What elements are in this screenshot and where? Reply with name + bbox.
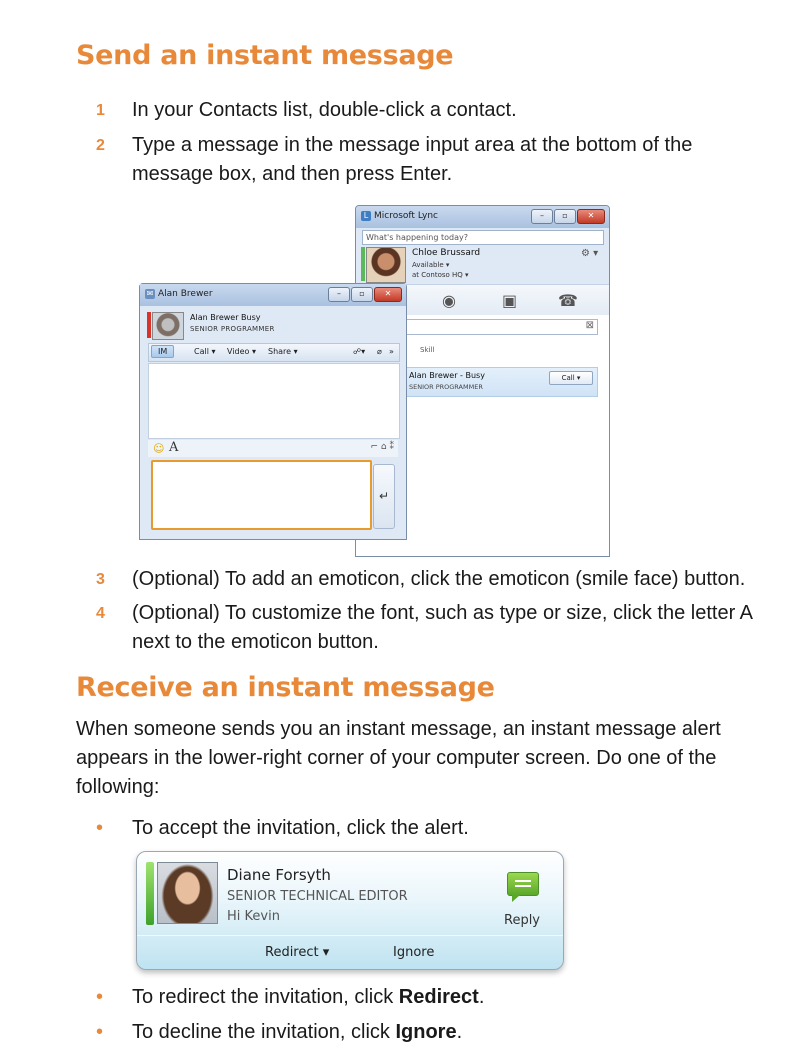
conversation-history bbox=[148, 363, 400, 439]
step-text: Type a message in the message input area at the bottom of the message box, and then press Enter. bbox=[132, 134, 693, 185]
conversation-toolbar bbox=[148, 343, 400, 362]
divider bbox=[137, 935, 563, 936]
step-number: 4 bbox=[96, 605, 105, 622]
lync-app-icon: L bbox=[361, 211, 371, 221]
im-alert[interactable] bbox=[136, 851, 564, 970]
minimize-icon[interactable]: – bbox=[531, 209, 553, 224]
bullet-dot: • bbox=[96, 1021, 104, 1043]
close-icon[interactable]: ✕ bbox=[374, 287, 402, 302]
contact-title: SENIOR PROGRAMMER bbox=[190, 325, 275, 333]
font-icon[interactable]: A bbox=[169, 440, 179, 455]
bullet-text: To redirect the invitation, click Redirect. bbox=[132, 986, 485, 1008]
step-number: 2 bbox=[96, 137, 105, 154]
window-title: Microsoft Lync bbox=[374, 211, 438, 221]
im-button[interactable]: IM bbox=[151, 345, 174, 358]
titlebar bbox=[356, 206, 609, 228]
avatar bbox=[366, 247, 406, 283]
search-input[interactable] bbox=[402, 319, 598, 335]
send-button[interactable]: ↵ bbox=[373, 464, 395, 529]
people-options-icon[interactable]: ☍▾ bbox=[353, 347, 366, 356]
section-heading-receive: Receive an instant message bbox=[76, 672, 495, 703]
conversation-window bbox=[139, 283, 407, 540]
reply-icon[interactable] bbox=[507, 872, 539, 896]
sender-title: SENIOR TECHNICAL EDITOR bbox=[227, 889, 408, 904]
call-button[interactable]: Call ▾ bbox=[549, 371, 593, 385]
conversations-tab-icon[interactable]: ▣ bbox=[502, 291, 518, 310]
emoticon-icon[interactable]: ☺ bbox=[153, 442, 165, 455]
conversation-app-icon: ✉ bbox=[146, 289, 154, 298]
video-button[interactable]: Video ▾ bbox=[227, 347, 256, 356]
contact-title: SENIOR PROGRAMMER bbox=[409, 383, 483, 391]
my-status[interactable]: Available ▾ bbox=[412, 261, 450, 269]
avatar bbox=[152, 312, 184, 340]
bullet-text: To decline the invitation, click Ignore. bbox=[132, 1021, 463, 1043]
contacts-tab-icon[interactable]: ◉ bbox=[442, 291, 456, 310]
maximize-icon[interactable]: ▫ bbox=[351, 287, 373, 302]
call-button[interactable]: Call ▾ bbox=[194, 347, 216, 356]
maximize-icon[interactable]: ▫ bbox=[554, 209, 576, 224]
format-tools-icon[interactable]: ⌐ ⌂ ⁑ bbox=[370, 442, 394, 452]
format-bar bbox=[148, 440, 398, 457]
sender-name: Diane Forsyth bbox=[227, 866, 331, 884]
intro-paragraph: When someone sends you an instant message, an instant message alert appears in the lower-right corner of your computer screen. Do one of the following: bbox=[76, 718, 721, 798]
section-heading-send: Send an instant message bbox=[76, 40, 454, 71]
close-icon[interactable]: ✕ bbox=[577, 209, 605, 224]
avatar bbox=[157, 862, 218, 924]
search-category: Skill bbox=[420, 346, 435, 354]
contact-name: Alan Brewer Busy bbox=[190, 313, 261, 322]
presence-bar bbox=[146, 862, 154, 925]
step-number: 3 bbox=[96, 571, 105, 588]
step-number: 1 bbox=[96, 102, 105, 119]
minimize-icon[interactable]: – bbox=[328, 287, 350, 302]
window-controls bbox=[328, 287, 402, 302]
ignore-button[interactable]: Ignore bbox=[393, 945, 435, 960]
my-name: Chloe Brussard bbox=[412, 248, 481, 258]
attachment-icon[interactable]: ⌀ bbox=[377, 347, 382, 356]
more-options-icon[interactable]: » bbox=[389, 347, 394, 356]
bullet-dot: • bbox=[96, 986, 104, 1008]
clear-search-icon[interactable]: ⊠ bbox=[585, 320, 594, 331]
contact-row[interactable] bbox=[404, 367, 598, 397]
message-input[interactable] bbox=[151, 460, 372, 530]
window-controls bbox=[531, 209, 605, 224]
reply-button[interactable]: Reply bbox=[504, 913, 541, 928]
step-text: (Optional) To customize the font, such as type or size, click the letter A next to the emoticon button. bbox=[132, 602, 752, 653]
step-text: (Optional) To add an emoticon, click the emoticon (smile face) button. bbox=[132, 568, 746, 590]
redirect-button[interactable]: Redirect ▾ bbox=[265, 945, 330, 960]
step-text: In your Contacts list, double-click a contact. bbox=[132, 99, 517, 121]
presence-bar bbox=[361, 247, 365, 281]
phone-tab-icon[interactable]: ☎ bbox=[558, 291, 578, 310]
my-location[interactable]: at Contoso HQ ▾ bbox=[412, 271, 469, 279]
window-title: Alan Brewer bbox=[158, 289, 213, 299]
status-message-input[interactable]: What's happening today? bbox=[362, 230, 604, 245]
message-preview: Hi Kevin bbox=[227, 909, 280, 924]
bullet-text: To accept the invitation, click the alert. bbox=[132, 817, 469, 839]
options-gear-icon[interactable]: ⚙ ▾ bbox=[581, 248, 599, 259]
contact-name: Alan Brewer - Busy bbox=[409, 371, 485, 380]
share-button[interactable]: Share ▾ bbox=[268, 347, 298, 356]
bullet-dot: • bbox=[96, 817, 104, 839]
titlebar bbox=[140, 284, 406, 306]
presence-bar bbox=[147, 312, 151, 338]
